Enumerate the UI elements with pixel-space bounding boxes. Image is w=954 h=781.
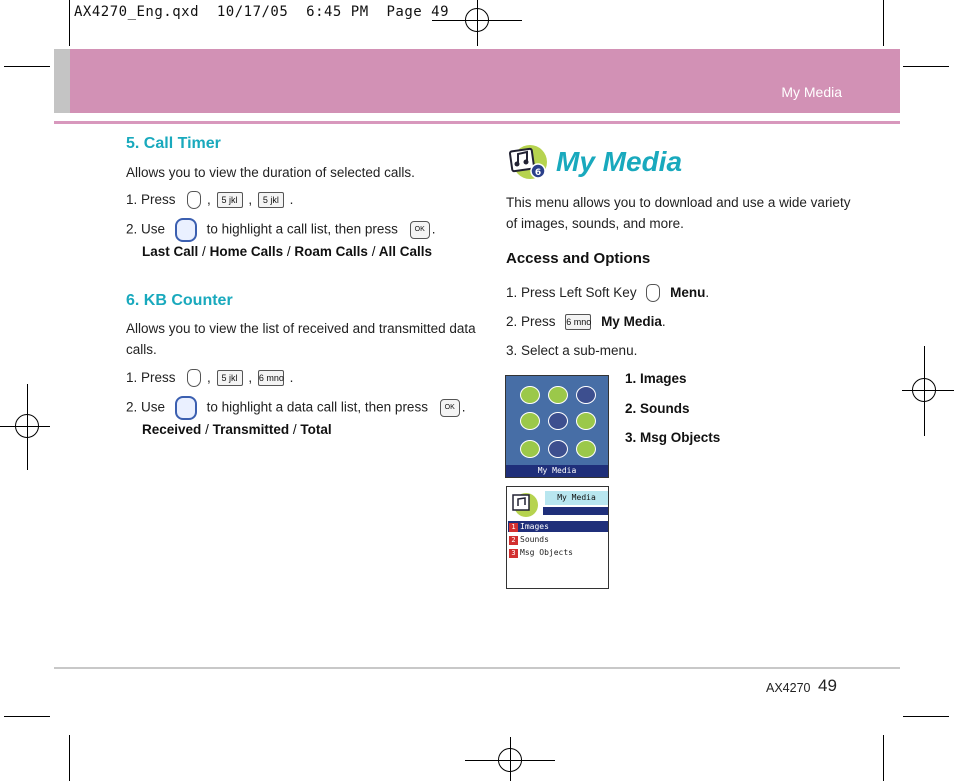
key-5-icon: 5 jkl (217, 370, 243, 386)
registration-target (0, 426, 50, 427)
call-timer-options: Last Call / Home Calls / Roam Calls / All Calls (142, 244, 432, 259)
key-5-icon: 5 jkl (258, 192, 284, 208)
registration-target (477, 0, 478, 46)
media-grid-icon (520, 412, 540, 430)
screen2-item: 1 Images (509, 521, 549, 532)
crop-mark (883, 735, 884, 781)
crop-mark (883, 0, 884, 46)
submenu-images: 1. Images (625, 371, 687, 386)
media-grid-icon (576, 412, 596, 430)
registration-target (27, 384, 28, 470)
ok-key-icon: OK (410, 221, 430, 239)
key-5-icon: 5 jkl (217, 192, 243, 208)
ok-key-icon: OK (440, 399, 460, 417)
crop-mark (69, 0, 70, 46)
media-grid-icon (576, 386, 596, 404)
registration-target (902, 390, 954, 391)
my-media-icon (508, 142, 548, 180)
submenu-msg-objects: 3. Msg Objects (625, 430, 721, 445)
access-heading: Access and Options (506, 250, 651, 267)
print-slug: AX4270_Eng.qxd 10/17/05 6:45 PM Page 49 (74, 4, 450, 20)
screen2-item: 3 Msg Objects (509, 547, 573, 558)
kb-counter-step1: 1. Press , 5 jkl , 6 mno . (126, 367, 293, 388)
left-soft-key-icon (187, 369, 201, 387)
footer-rule (54, 667, 900, 669)
crop-mark (69, 735, 70, 781)
kb-counter-desc-line2: calls. (126, 342, 157, 357)
heading-kb-counter: 6. KB Counter (126, 292, 233, 309)
access-step3: 3. Select a sub-menu. (506, 343, 638, 358)
call-timer-step2: 2. Use to highlight a call list, then press OK . (126, 218, 435, 242)
submenu-sounds: 2. Sounds (625, 401, 690, 416)
page-indicator (543, 507, 609, 515)
crop-mark (903, 66, 949, 67)
left-soft-key-icon (646, 284, 660, 302)
media-grid-icon (520, 386, 540, 404)
heading-call-timer: 5. Call Timer (126, 135, 221, 152)
left-soft-key-icon (187, 191, 201, 209)
media-grid-icon (576, 440, 596, 458)
key-6-icon: 6 mno (565, 314, 591, 330)
access-step2: 2. Press 6 mno My Media. (506, 314, 666, 329)
intro-line1: This menu allows you to download and use a wide variety (506, 195, 851, 210)
intro-line2: of images, sounds, and more. (506, 216, 684, 231)
my-media-icon (510, 490, 540, 518)
screen1-footer: My Media (506, 465, 608, 477)
media-grid-icon (548, 412, 568, 430)
section-title: My Media (781, 84, 842, 100)
kb-counter-desc-line1: Allows you to view the list of received and transmitted data (126, 321, 476, 336)
phone-screen-list (506, 486, 609, 589)
phone-screen-icon-grid (505, 375, 609, 478)
registration-target (510, 737, 511, 781)
call-timer-step1: 1. Press , 5 jkl , 5 jkl . (126, 189, 293, 210)
navigation-key-icon (175, 218, 197, 242)
screen2-title: My Media (545, 491, 608, 505)
header-tab (54, 49, 70, 113)
header-rule (54, 121, 900, 124)
media-grid-icon (548, 386, 568, 404)
page-title: My Media (556, 146, 683, 177)
registration-target (924, 346, 925, 436)
svg-text:6: 6 (534, 168, 542, 178)
kb-counter-options: Received / Transmitted / Total (142, 422, 332, 437)
header-band (54, 49, 900, 113)
page-number: 49 (818, 676, 837, 695)
kb-counter-step2: 2. Use to highlight a data call list, then press OK . (126, 396, 465, 420)
screen2-item: 2 Sounds (509, 534, 549, 545)
call-timer-desc: Allows you to view the duration of selected calls. (126, 165, 415, 180)
crop-mark (4, 716, 50, 717)
crop-mark (4, 66, 50, 67)
crop-mark (903, 716, 949, 717)
access-step1: 1. Press Left Soft Key Menu. (506, 282, 709, 303)
navigation-key-icon (175, 396, 197, 420)
media-grid-icon (520, 440, 540, 458)
key-6-icon: 6 mno (258, 370, 284, 386)
footer-model: AX4270 (766, 681, 811, 695)
media-grid-icon (548, 440, 568, 458)
